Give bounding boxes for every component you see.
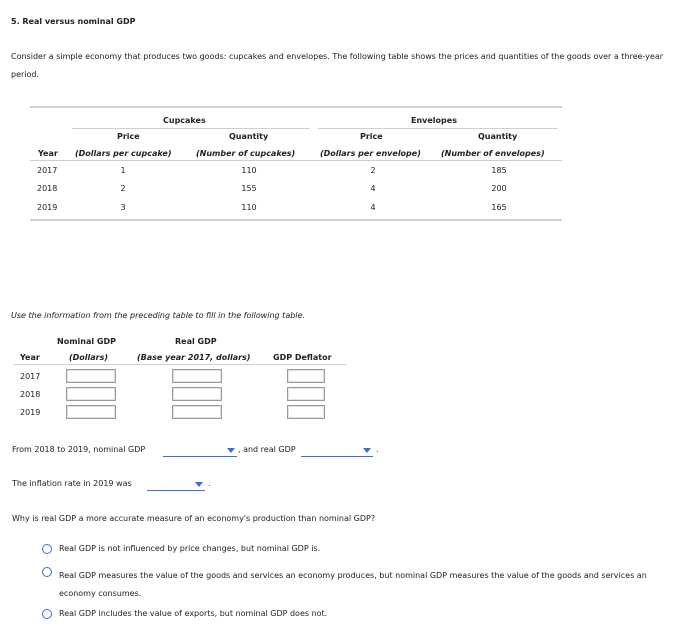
col-unit-env-qty: (Number of envelopes) (441, 149, 545, 158)
table-cell-cup-price: 3 (120, 203, 126, 212)
table-cell-env-qty: 185 (491, 166, 507, 175)
group-rule-cupcakes (72, 128, 310, 129)
nominal-gdp-2017-input[interactable] (66, 369, 116, 383)
col-unit-nominal: (Dollars) (69, 353, 109, 362)
col-header-cup-qty: Quantity (229, 132, 269, 141)
col-header-deflator: GDP Deflator (273, 353, 332, 362)
nominal-gdp-2018-input[interactable] (66, 387, 116, 401)
col-unit-cup-qty: (Number of cupcakes) (196, 149, 296, 158)
table-row-year: 2019 (20, 408, 41, 417)
table-cell-env-price: 4 (370, 203, 376, 212)
col-header-env-qty: Quantity (478, 132, 518, 141)
deflator-2017-input[interactable] (287, 369, 325, 383)
table-bottom-rule (30, 219, 562, 221)
option-3-radio[interactable] (42, 609, 52, 619)
deflator-2019-input[interactable] (287, 405, 325, 419)
col-unit-real: (Base year 2017, dollars) (137, 353, 251, 362)
nominal-gdp-sentence-prefix: From 2018 to 2019, nominal GDP (12, 445, 146, 454)
table-cell-cup-qty: 155 (241, 184, 257, 193)
header-rule (30, 160, 562, 161)
instruction-text: Use the information from the preceding table to fill in the following table. (11, 311, 305, 320)
sentence-period: . (208, 479, 211, 488)
table-row-year: 2017 (37, 166, 58, 175)
nominal-gdp-change-dropdown[interactable] (163, 445, 237, 457)
table-row-year: 2019 (37, 203, 58, 212)
inflation-rate-dropdown[interactable] (147, 479, 205, 491)
table-top-rule (30, 106, 562, 108)
deflator-2018-input[interactable] (287, 387, 325, 401)
col-header-real: Real GDP (175, 337, 217, 346)
question-title: 5. Real versus nominal GDP (11, 17, 136, 26)
option-3-label[interactable]: Real GDP includes the value of exports, but nominal GDP does not. (59, 609, 328, 618)
chevron-down-icon (195, 482, 203, 487)
col-header-env-price: Price (360, 132, 383, 141)
option-2-radio[interactable] (42, 567, 52, 577)
table-cell-env-price: 2 (370, 166, 376, 175)
real-gdp-change-dropdown[interactable] (301, 445, 373, 457)
real-gdp-sentence-middle: , and real GDP (238, 445, 296, 454)
option-2-label[interactable]: Real GDP measures the value of the goods and services an economy produces, but nominal GDP measures the value of the goods and services an economy consumes. (59, 571, 647, 598)
col-header-year: Year (38, 149, 58, 158)
group-rule-envelopes (318, 128, 558, 129)
chevron-down-icon (227, 448, 235, 453)
inflation-sentence-prefix: The inflation rate in 2019 was (12, 479, 132, 488)
table-cell-cup-qty: 110 (241, 166, 257, 175)
col-unit-env-price: (Dollars per envelope) (320, 149, 421, 158)
option-1-label[interactable]: Real GDP is not influenced by price changes, but nominal GDP is. (59, 544, 321, 553)
col-unit-cup-price: (Dollars per cupcake) (75, 149, 172, 158)
table-cell-env-qty: 165 (491, 203, 507, 212)
table-cell-env-qty: 200 (491, 184, 507, 193)
header-rule (14, 364, 346, 365)
col-header-cup-price: Price (117, 132, 140, 141)
col-header-year: Year (20, 353, 40, 362)
table-cell-cup-qty: 110 (241, 203, 257, 212)
table-row-year: 2017 (20, 372, 41, 381)
col-header-nominal: Nominal GDP (57, 337, 116, 346)
intro-paragraph: Consider a simple economy that produces two goods: cupcakes and envelopes. The following table shows the prices and quantities of the goods over a three-year period. (11, 52, 664, 79)
table-row-year: 2018 (37, 184, 58, 193)
group-header-envelopes: Envelopes (411, 116, 457, 125)
table-row-year: 2018 (20, 390, 41, 399)
real-gdp-2018-input[interactable] (172, 387, 222, 401)
real-gdp-2017-input[interactable] (172, 369, 222, 383)
real-gdp-2019-input[interactable] (172, 405, 222, 419)
question-text: Why is real GDP a more accurate measure of an economy's production than nominal GDP? (12, 514, 376, 523)
group-header-cupcakes: Cupcakes (163, 116, 206, 125)
option-1-radio[interactable] (42, 544, 52, 554)
chevron-down-icon (363, 448, 371, 453)
table-cell-env-price: 4 (370, 184, 376, 193)
table-cell-cup-price: 1 (120, 166, 126, 175)
sentence-period: . (376, 445, 379, 454)
table-cell-cup-price: 2 (120, 184, 126, 193)
nominal-gdp-2019-input[interactable] (66, 405, 116, 419)
